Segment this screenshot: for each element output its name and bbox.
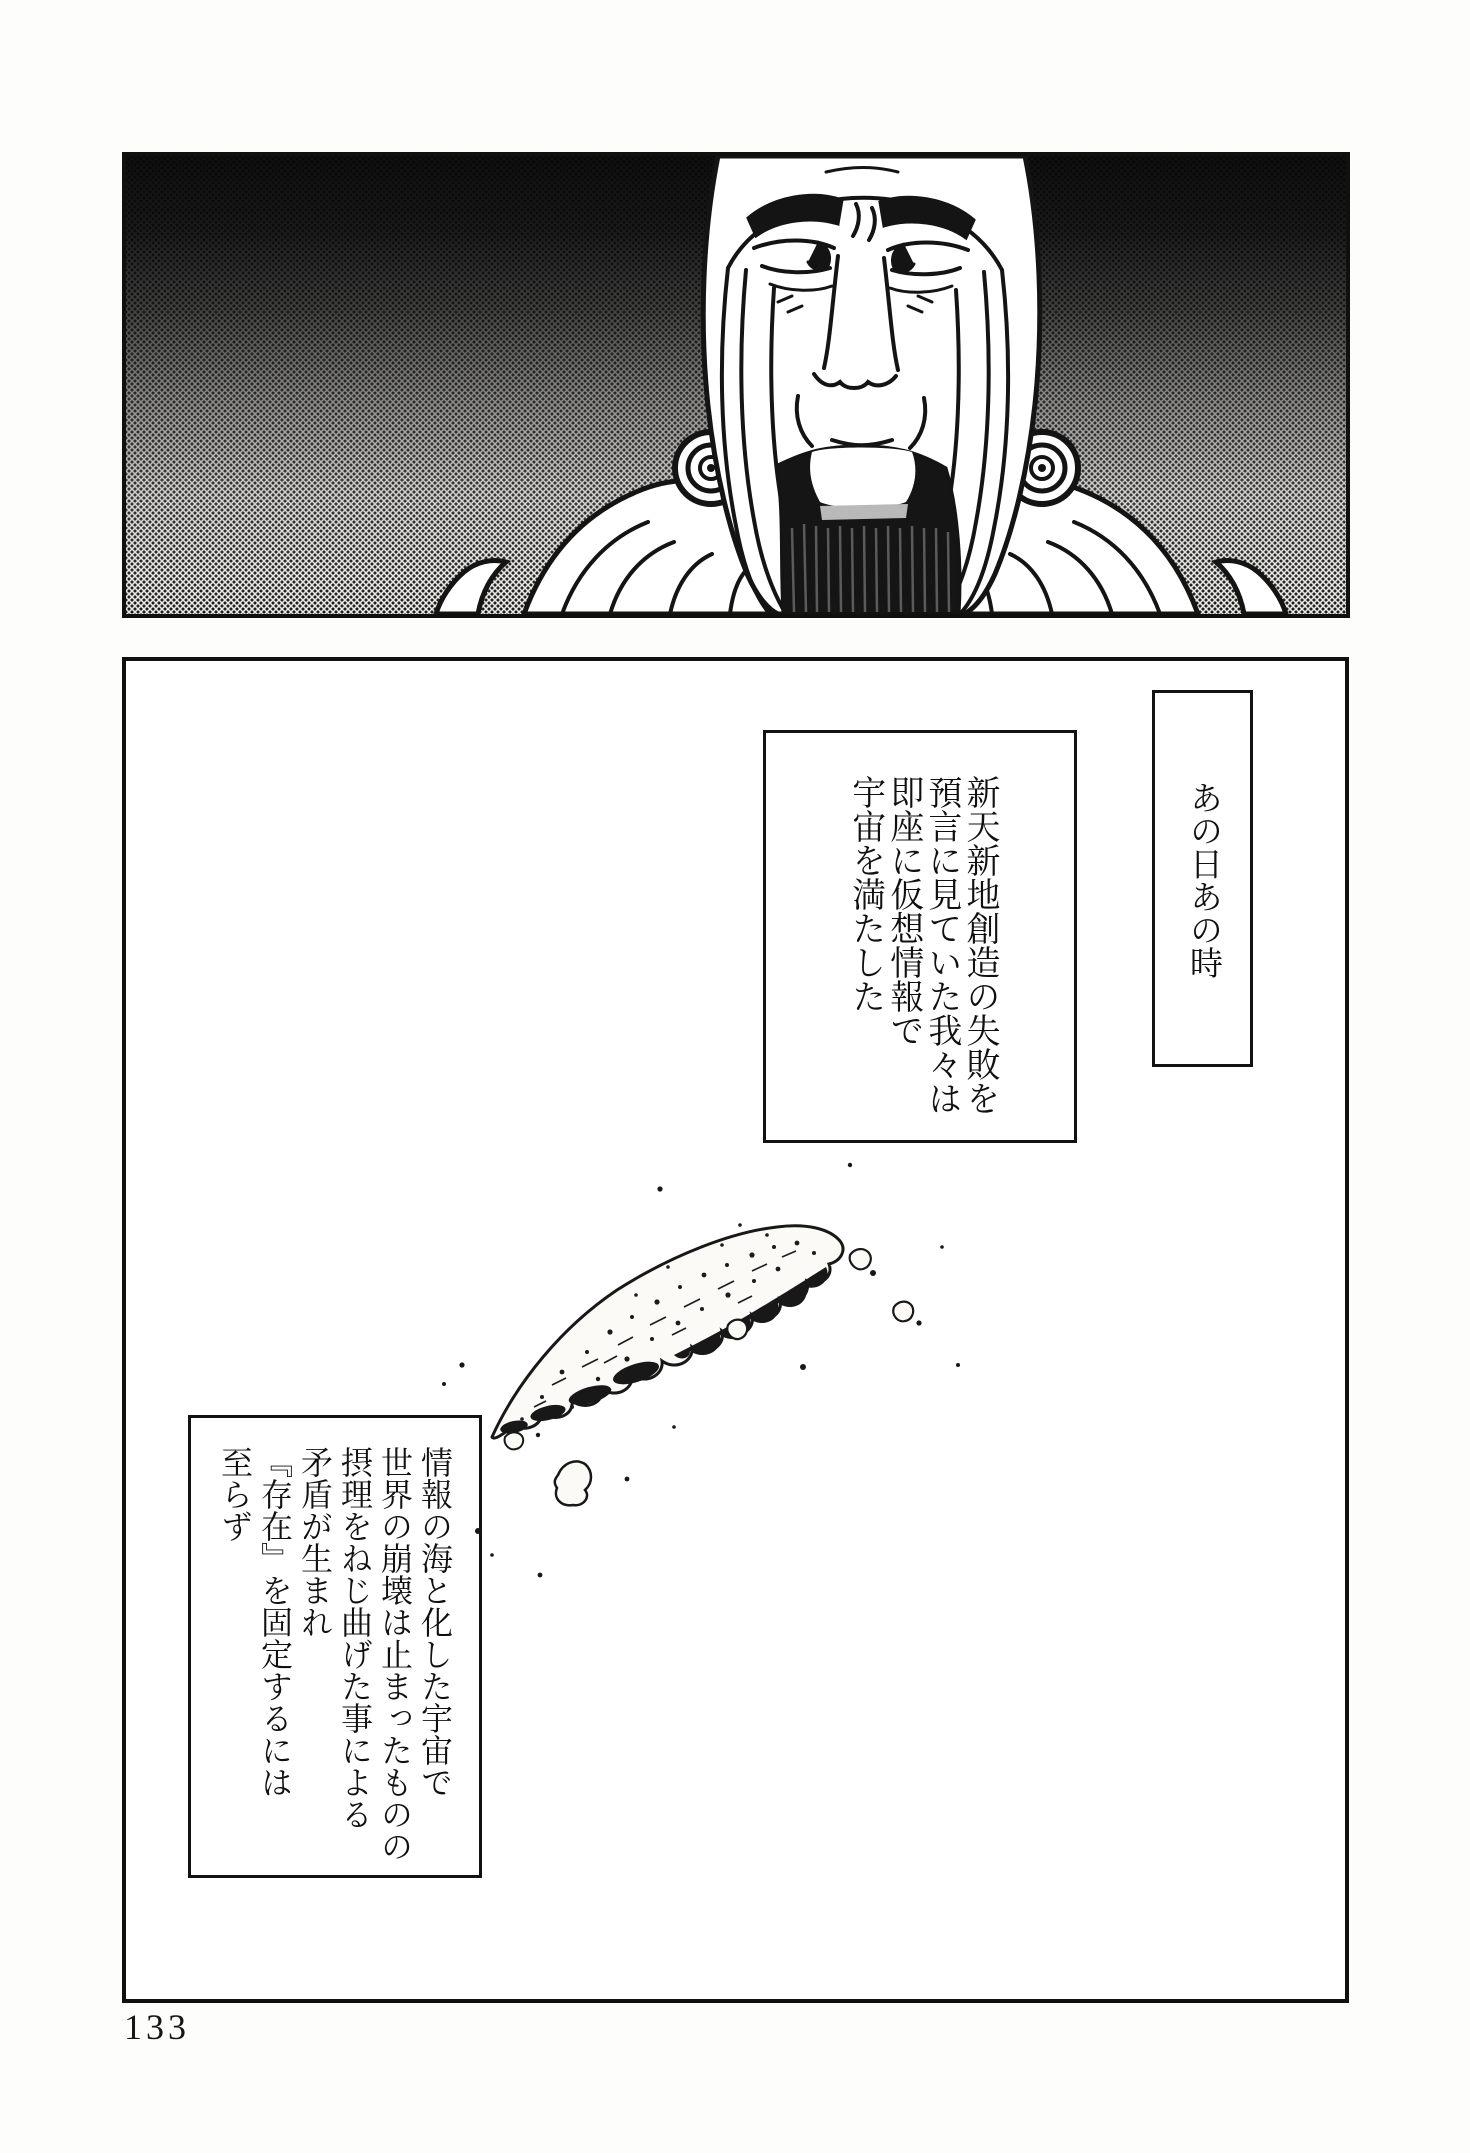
narration-line: 至らず <box>217 1446 253 1542</box>
narration-box-right <box>1152 690 1253 1067</box>
narration-line: 即座に仮想情報で <box>884 775 922 1047</box>
bottom-panel <box>122 657 1349 2003</box>
narration-line: 宇宙を満たした <box>846 775 884 1013</box>
narration-line: 『存在』を固定するには <box>257 1446 293 1798</box>
page-number: 133 <box>124 2007 190 2047</box>
narration-line: あの日あの時 <box>1185 781 1221 979</box>
asteroid-rock <box>492 1226 843 1438</box>
narration-line: 預言に見ていた我々は <box>922 775 960 1115</box>
narration-line: 矛盾が生まれ <box>297 1446 333 1638</box>
top-panel <box>122 152 1350 618</box>
asteroid-illustration <box>422 1127 982 1597</box>
narration-line: 摂理をねじ曲げた事による <box>337 1446 373 1830</box>
narration-line: 新天新地創造の失敗を <box>961 775 998 1115</box>
beard <box>776 446 960 614</box>
helmeted-man-illustration <box>126 156 1346 614</box>
narration-box-middle <box>763 730 1077 1143</box>
asteroid-debris <box>442 1163 960 1578</box>
narration-line: 情報の海と化した宇宙で <box>417 1446 453 1798</box>
narration-line: 世界の崩壊は止まったものの <box>377 1446 413 1862</box>
